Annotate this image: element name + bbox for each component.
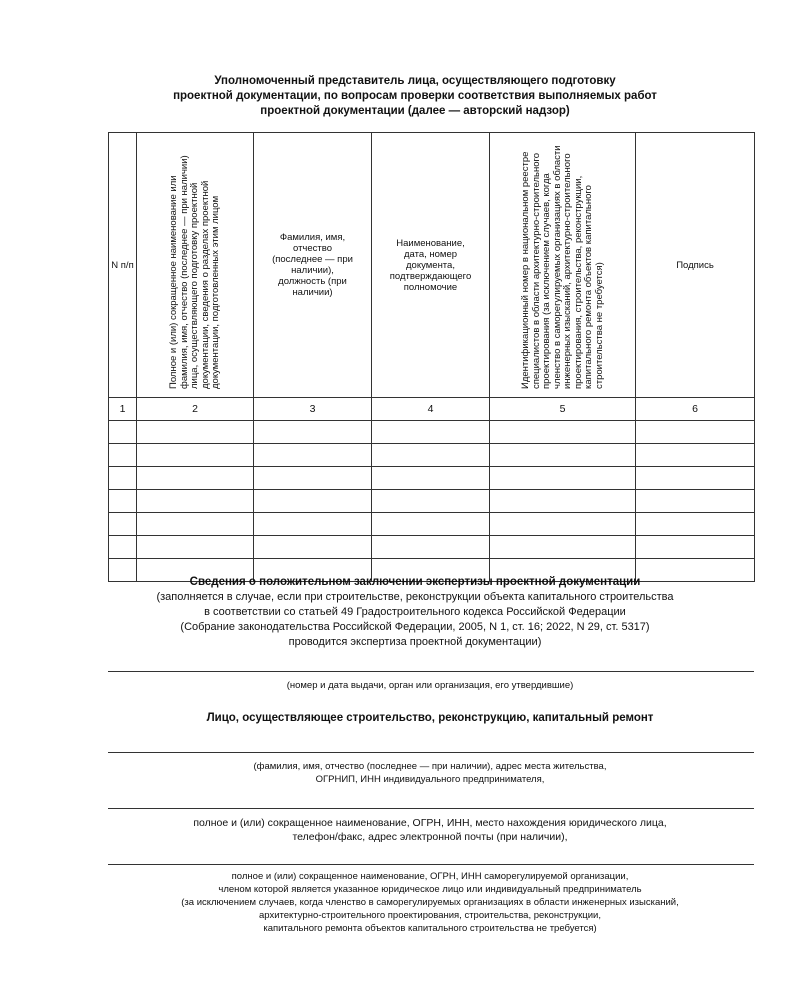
builder-caption-2: полное и (или) сокращенное наименование, ОГРН, ИНН, место нахождения юридического лица, телефон/факс, адрес электронной почты (при наличии), — [193, 817, 667, 843]
table-cell[interactable] — [109, 421, 137, 444]
table-cell[interactable] — [490, 490, 636, 513]
heading-line: Уполномоченный представитель лица, осуществляющего подготовку — [214, 75, 616, 87]
table-cell[interactable] — [254, 513, 372, 536]
table-cell[interactable] — [490, 536, 636, 559]
table-row — [109, 421, 755, 444]
table-cell[interactable] — [636, 513, 755, 536]
table-row — [109, 444, 755, 467]
table-cell[interactable] — [109, 467, 137, 490]
table-cell[interactable] — [254, 467, 372, 490]
column-number: 4 — [372, 398, 490, 421]
table-cell[interactable] — [137, 444, 254, 467]
heading-line: проектной документации (далее — авторский надзор) — [260, 105, 570, 117]
column-number: 5 — [490, 398, 636, 421]
table-cell[interactable] — [254, 421, 372, 444]
table-cell[interactable] — [372, 444, 490, 467]
header-cell-signature: Подпись — [636, 133, 755, 398]
column-number: 1 — [109, 398, 137, 421]
header-cell-organization: Полное и (или) сокращенное наименование или фамилия, имя, отчество (последнее — при наличии) лица, осуществляющего подготовку проектной документации, сведения о разделах проектной документации, подготовленных этим лицом — [137, 133, 254, 398]
table-cell[interactable] — [254, 444, 372, 467]
table-row — [109, 536, 755, 559]
builder-caption-1: (фамилия, имя, отчество (последнее — при наличии), адрес места жительства, ОГРНИП, ИНН индивидуального предпринимателя, — [253, 761, 607, 785]
table-cell[interactable] — [636, 490, 755, 513]
table-cell[interactable] — [109, 513, 137, 536]
table-row — [109, 467, 755, 490]
column-number: 6 — [636, 398, 755, 421]
builder-title: Лицо, осуществляющее строительство, реконструкцию, капитальный ремонт — [206, 712, 654, 724]
header-cell-person: Фамилия, имя, отчество (последнее — при наличии), должность (при наличии) — [254, 133, 372, 398]
table-cell[interactable] — [636, 444, 755, 467]
table-cell[interactable] — [254, 490, 372, 513]
table-cell[interactable] — [372, 490, 490, 513]
table-cell[interactable] — [372, 421, 490, 444]
table-cell[interactable] — [636, 467, 755, 490]
expertise-note-line: (Собрание законодательства Российской Федерации, 2005, N 1, ст. 16; 2022, N 29, ст. 5317) — [180, 621, 650, 633]
table-cell[interactable] — [109, 444, 137, 467]
header-cell-number: N п/п — [109, 133, 137, 398]
column-number: 3 — [254, 398, 372, 421]
table-cell[interactable] — [372, 467, 490, 490]
table-cell[interactable] — [254, 536, 372, 559]
expertise-note-line: проводится экспертиза проектной документации) — [288, 636, 542, 648]
column-number: 2 — [137, 398, 254, 421]
table-cell[interactable] — [636, 421, 755, 444]
table-cell[interactable] — [137, 467, 254, 490]
table-cell[interactable] — [490, 513, 636, 536]
table-cell[interactable] — [372, 513, 490, 536]
table-cell[interactable] — [109, 536, 137, 559]
expertise-field-caption: (номер и дата выдачи, орган или организация, его утвердившие) — [286, 680, 574, 691]
table-cell[interactable] — [372, 536, 490, 559]
table-cell[interactable] — [137, 536, 254, 559]
builder-input-line-2[interactable] — [108, 808, 754, 809]
table-cell[interactable] — [137, 421, 254, 444]
supervision-table — [108, 132, 755, 582]
expertise-input-line[interactable] — [108, 671, 754, 672]
expertise-section — [100, 574, 730, 650]
expertise-title: Сведения о положительном заключении экспертизы проектной документации — [189, 576, 641, 588]
supervision-heading — [100, 74, 730, 119]
header-cell-registry-id: Идентификационный номер в национальном реестре специалистов в области архитектурно-строительного проектирования (за исключением случаев, когда членство в саморегулируемых организациях в области инженерных изысканий, архитектурно-строительного проектирования, строительства, реконструкции, капитального ремонта объектов капитального строительства не требуется) — [490, 133, 636, 398]
column-number-row — [109, 398, 755, 421]
table-cell[interactable] — [109, 490, 137, 513]
builder-input-line-3[interactable] — [108, 864, 754, 865]
table-cell[interactable] — [636, 536, 755, 559]
heading-line: проектной документации, по вопросам проверки соответствия выполняемых работ — [173, 90, 657, 102]
table-cell[interactable] — [490, 421, 636, 444]
table-header-row — [109, 133, 755, 398]
builder-caption-3: полное и (или) сокращенное наименование, ОГРН, ИНН саморегулируемой организации, членом которой является указанное юридическое лицо или индивидуальный предприниматель (за исключением случаев, когда членство в саморегулируемых организациях в области инженерных изысканий, архитектурно-строительного проектирования, строительства, реконструкции, капитального ремонта объектов капитального строительства не требуется) — [181, 871, 679, 934]
table-cell[interactable] — [137, 513, 254, 536]
builder-input-line-1[interactable] — [108, 752, 754, 753]
table-row — [109, 513, 755, 536]
expertise-note-line: в соответствии со статьей 49 Градостроительного кодекса Российской Федерации — [204, 606, 626, 618]
table-cell[interactable] — [490, 467, 636, 490]
header-cell-document: Наименование, дата, номер документа, подтверждающего полномочие — [372, 133, 490, 398]
table-cell[interactable] — [137, 490, 254, 513]
table-body — [109, 421, 755, 582]
table-row — [109, 490, 755, 513]
table-cell[interactable] — [490, 444, 636, 467]
expertise-note-line: (заполняется в случае, если при строительстве, реконструкции объекта капитального строительства — [156, 591, 674, 603]
